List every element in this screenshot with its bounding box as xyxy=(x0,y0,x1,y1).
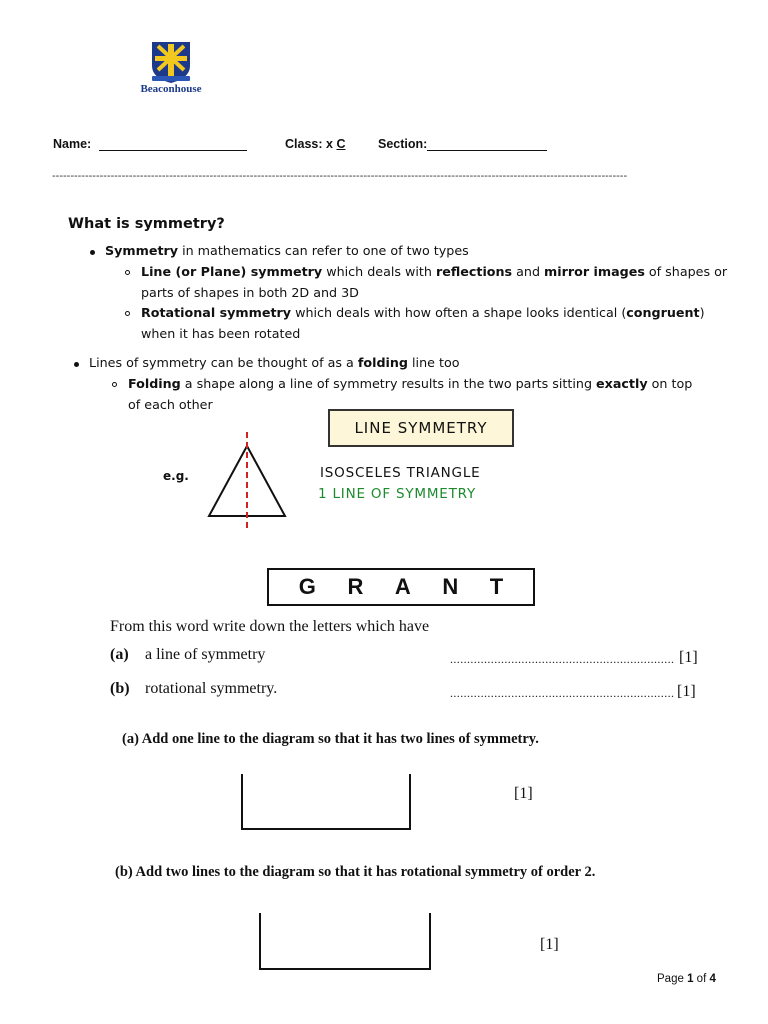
diagram-b[interactable] xyxy=(259,913,431,970)
triangle-symmetry-count: 1 LINE OF SYMMETRY xyxy=(318,486,477,502)
crest-icon xyxy=(138,40,204,84)
name-blank xyxy=(99,150,247,151)
page-number: Page 1 of 4 xyxy=(657,973,716,985)
section-label: Section: xyxy=(378,137,428,151)
question-a-text: a line of symmetry xyxy=(145,646,266,663)
answer-line-a[interactable]: .................................................................. xyxy=(450,652,675,666)
bullet-icon xyxy=(90,250,95,255)
section-blank xyxy=(427,150,547,151)
name-field xyxy=(53,137,247,151)
line-symmetry-definition-cont: parts of shapes in both 2D and 3D xyxy=(141,285,359,300)
class-value-x: x xyxy=(326,137,333,151)
question-intro: From this word write down the letters which have xyxy=(110,618,430,635)
question-2b-text: (b) Add two lines to the diagram so that it has rotational symmetry of order 2. xyxy=(115,864,596,880)
answer-line-b[interactable]: .................................................................. xyxy=(450,686,675,700)
marks-2a: [1] xyxy=(514,785,533,802)
bullet-icon xyxy=(74,362,79,367)
line-symmetry-box: LINE SYMMETRY xyxy=(328,409,514,447)
name-label: Name: xyxy=(53,137,92,151)
letter-g: G xyxy=(298,574,316,599)
section-field xyxy=(378,137,547,151)
question-2a-text: (a) Add one line to the diagram so that it has two lines of symmetry. xyxy=(122,731,539,747)
logo-wordmark: Beaconhouse xyxy=(140,83,202,95)
marks-a: [1] xyxy=(679,649,698,666)
separator-line: ------------------------------------------------------------------------------------------------------------------------------------------------------------- xyxy=(52,170,628,182)
triangle-name: ISOSCELES TRIANGLE xyxy=(320,465,481,481)
class-value-c: C xyxy=(336,137,346,151)
diagram-a[interactable] xyxy=(241,774,411,830)
symmetry-definition: Symmetry in mathematics can refer to one of two types xyxy=(105,243,469,258)
letter-t: T xyxy=(489,574,504,599)
sub-bullet-icon xyxy=(125,270,130,275)
sub-bullet-icon xyxy=(125,311,130,316)
isosceles-triangle-diagram xyxy=(204,430,290,530)
question-a-label: (a) xyxy=(110,646,129,663)
letter-r: R xyxy=(347,574,364,599)
class-field xyxy=(285,137,345,151)
letter-n: N xyxy=(442,574,459,599)
rotational-symmetry-definition-cont: when it has been rotated xyxy=(141,326,301,341)
folding-explanation-cont: of each other xyxy=(128,397,213,412)
marks-b: [1] xyxy=(677,683,696,700)
rotational-symmetry-definition: Rotational symmetry which deals with how often a shape looks identical (congruent) xyxy=(141,305,705,320)
question-b-text: rotational symmetry. xyxy=(145,680,278,697)
folding-line-note: Lines of symmetry can be thought of as a folding line too xyxy=(89,355,460,370)
folding-explanation: Folding a shape along a line of symmetry results in the two parts sitting exactly on top xyxy=(128,376,693,391)
example-label: e.g. xyxy=(163,469,189,483)
section-heading: What is symmetry? xyxy=(68,216,225,232)
marks-2b: [1] xyxy=(540,936,559,953)
line-symmetry-definition: Line (or Plane) symmetry which deals with reflections and mirror images of shapes or xyxy=(141,264,728,279)
letter-a: A xyxy=(394,574,411,599)
grant-word-box xyxy=(267,568,535,606)
question-b-label: (b) xyxy=(110,680,130,697)
sub-bullet-icon xyxy=(112,382,117,387)
class-label: Class: xyxy=(285,137,323,151)
